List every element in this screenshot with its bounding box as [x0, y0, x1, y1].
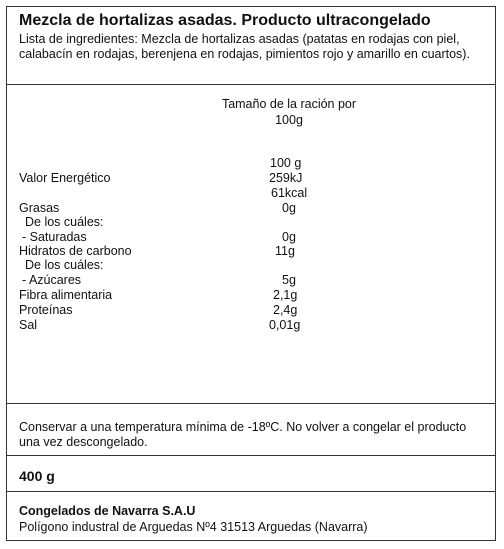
- fat-value: 0g: [282, 201, 296, 215]
- fibre-value: 2,1g: [273, 288, 298, 302]
- saturated-value: 0g: [282, 230, 296, 244]
- product-title: Mezcla de hortalizas asadas. Producto ultracongelado: [19, 12, 431, 29]
- of-which-label: De los cuáles:: [25, 258, 104, 272]
- net-weight: 400 g: [19, 468, 55, 484]
- serving-header-line2: 100g: [275, 113, 303, 127]
- of-which-label: De los cuáles:: [25, 215, 104, 229]
- divider: [7, 403, 495, 404]
- sugars-value: 5g: [282, 273, 296, 287]
- fat-label: Grasas: [19, 201, 60, 215]
- protein-value: 2,4g: [273, 303, 298, 317]
- product-label: [6, 6, 496, 541]
- divider: [7, 84, 495, 85]
- divider: [7, 491, 495, 492]
- fibre-label: Fibra alimentaria: [19, 288, 113, 302]
- sugars-label: - Azúcares: [22, 273, 82, 287]
- energy-kj-value: 259kJ: [269, 171, 303, 185]
- ingredients-list: Lista de ingredientes: Mezcla de hortalizas asadas (patatas en rodajas con piel, calabacín en rodajas, berenjena en rodajas, pimientos rojo y amarillo en cuartos).: [19, 32, 470, 61]
- salt-value: 0,01g: [269, 318, 301, 332]
- storage-instructions: Conservar a una temperatura mínima de -18ºC. No volver a congelar el producto una vez descongelado.: [19, 420, 467, 449]
- carbs-label: Hidratos de carbono: [19, 244, 132, 258]
- carbs-value: 11g: [275, 244, 295, 258]
- company-name: Congelados de Navarra S.A.U: [19, 504, 196, 518]
- energy-label: Valor Energético: [19, 171, 111, 185]
- energy-kcal-value: 61kcal: [271, 186, 308, 200]
- column-header: 100 g: [270, 156, 302, 170]
- serving-header-line1: Tamaño de la ración por: [221, 97, 357, 111]
- protein-label: Proteínas: [19, 303, 73, 317]
- divider: [7, 455, 495, 456]
- saturated-label: - Saturadas: [22, 230, 87, 244]
- company-address: Polígono industral de Arguedas Nº4 31513 Arguedas (Navarra): [19, 520, 368, 534]
- salt-label: Sal: [19, 318, 38, 332]
